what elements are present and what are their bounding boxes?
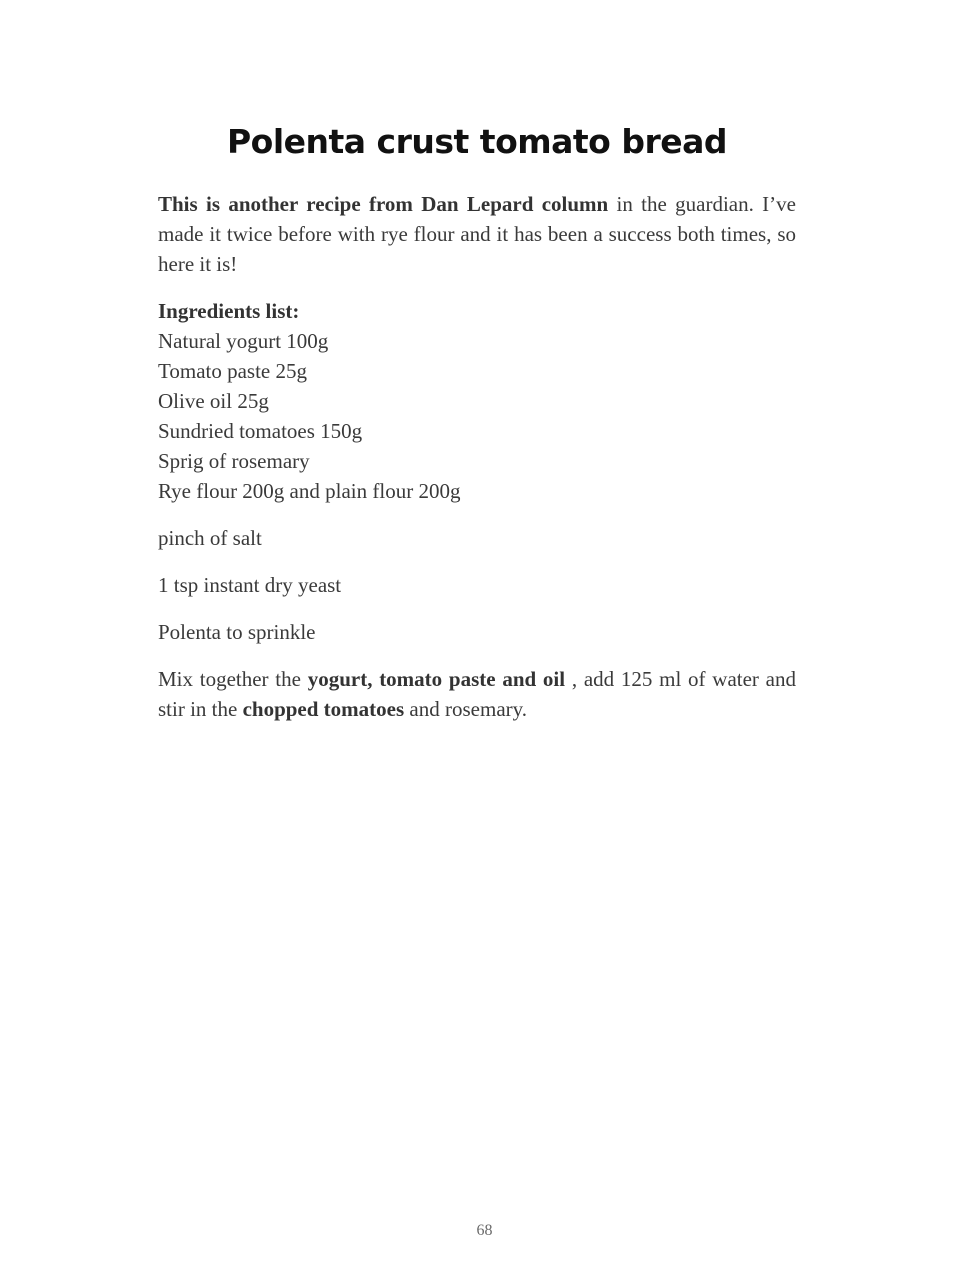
ingredient-item: Sprig of rosemary [158,449,310,473]
extra-ingredient: Polenta to sprinkle [158,620,316,644]
intro-paragraph [158,189,796,279]
method-bold-text: chopped tomatoes [242,697,405,721]
page-number: 68 [476,1222,493,1239]
method-bold-text: yogurt, tomato paste and oil [307,667,566,691]
intro-bold-text: This is another recipe from Dan Lepard column [158,192,609,216]
method-text: Mix together the [158,667,308,691]
extra-ingredient: pinch of salt [158,526,262,550]
intro-text: in the guardian. I’ve made it twice before with rye flour and it has been a success both times, so here it is! [158,192,796,276]
ingredient-item: Sundried tomatoes 150g [158,419,363,443]
method-text: and rosemary. [404,697,528,721]
extra-ingredient: 1 tsp instant dry yeast [158,573,342,597]
ingredient-item: Tomato paste 25g [158,359,307,383]
ingredients-list [158,296,796,506]
ingredient-item: Olive oil 25g [158,389,269,413]
method-paragraph [158,664,796,724]
ingredient-item: Natural yogurt 100g [158,329,329,353]
ingredients-heading: Ingredients list: [158,299,300,323]
ingredient-item: Rye flour 200g and plain flour 200g [158,479,461,503]
method-text: , add 125 ml of water and stir in the [158,667,796,721]
recipe-title: Polenta crust tomato bread [226,122,727,161]
recipe-body [158,189,796,724]
